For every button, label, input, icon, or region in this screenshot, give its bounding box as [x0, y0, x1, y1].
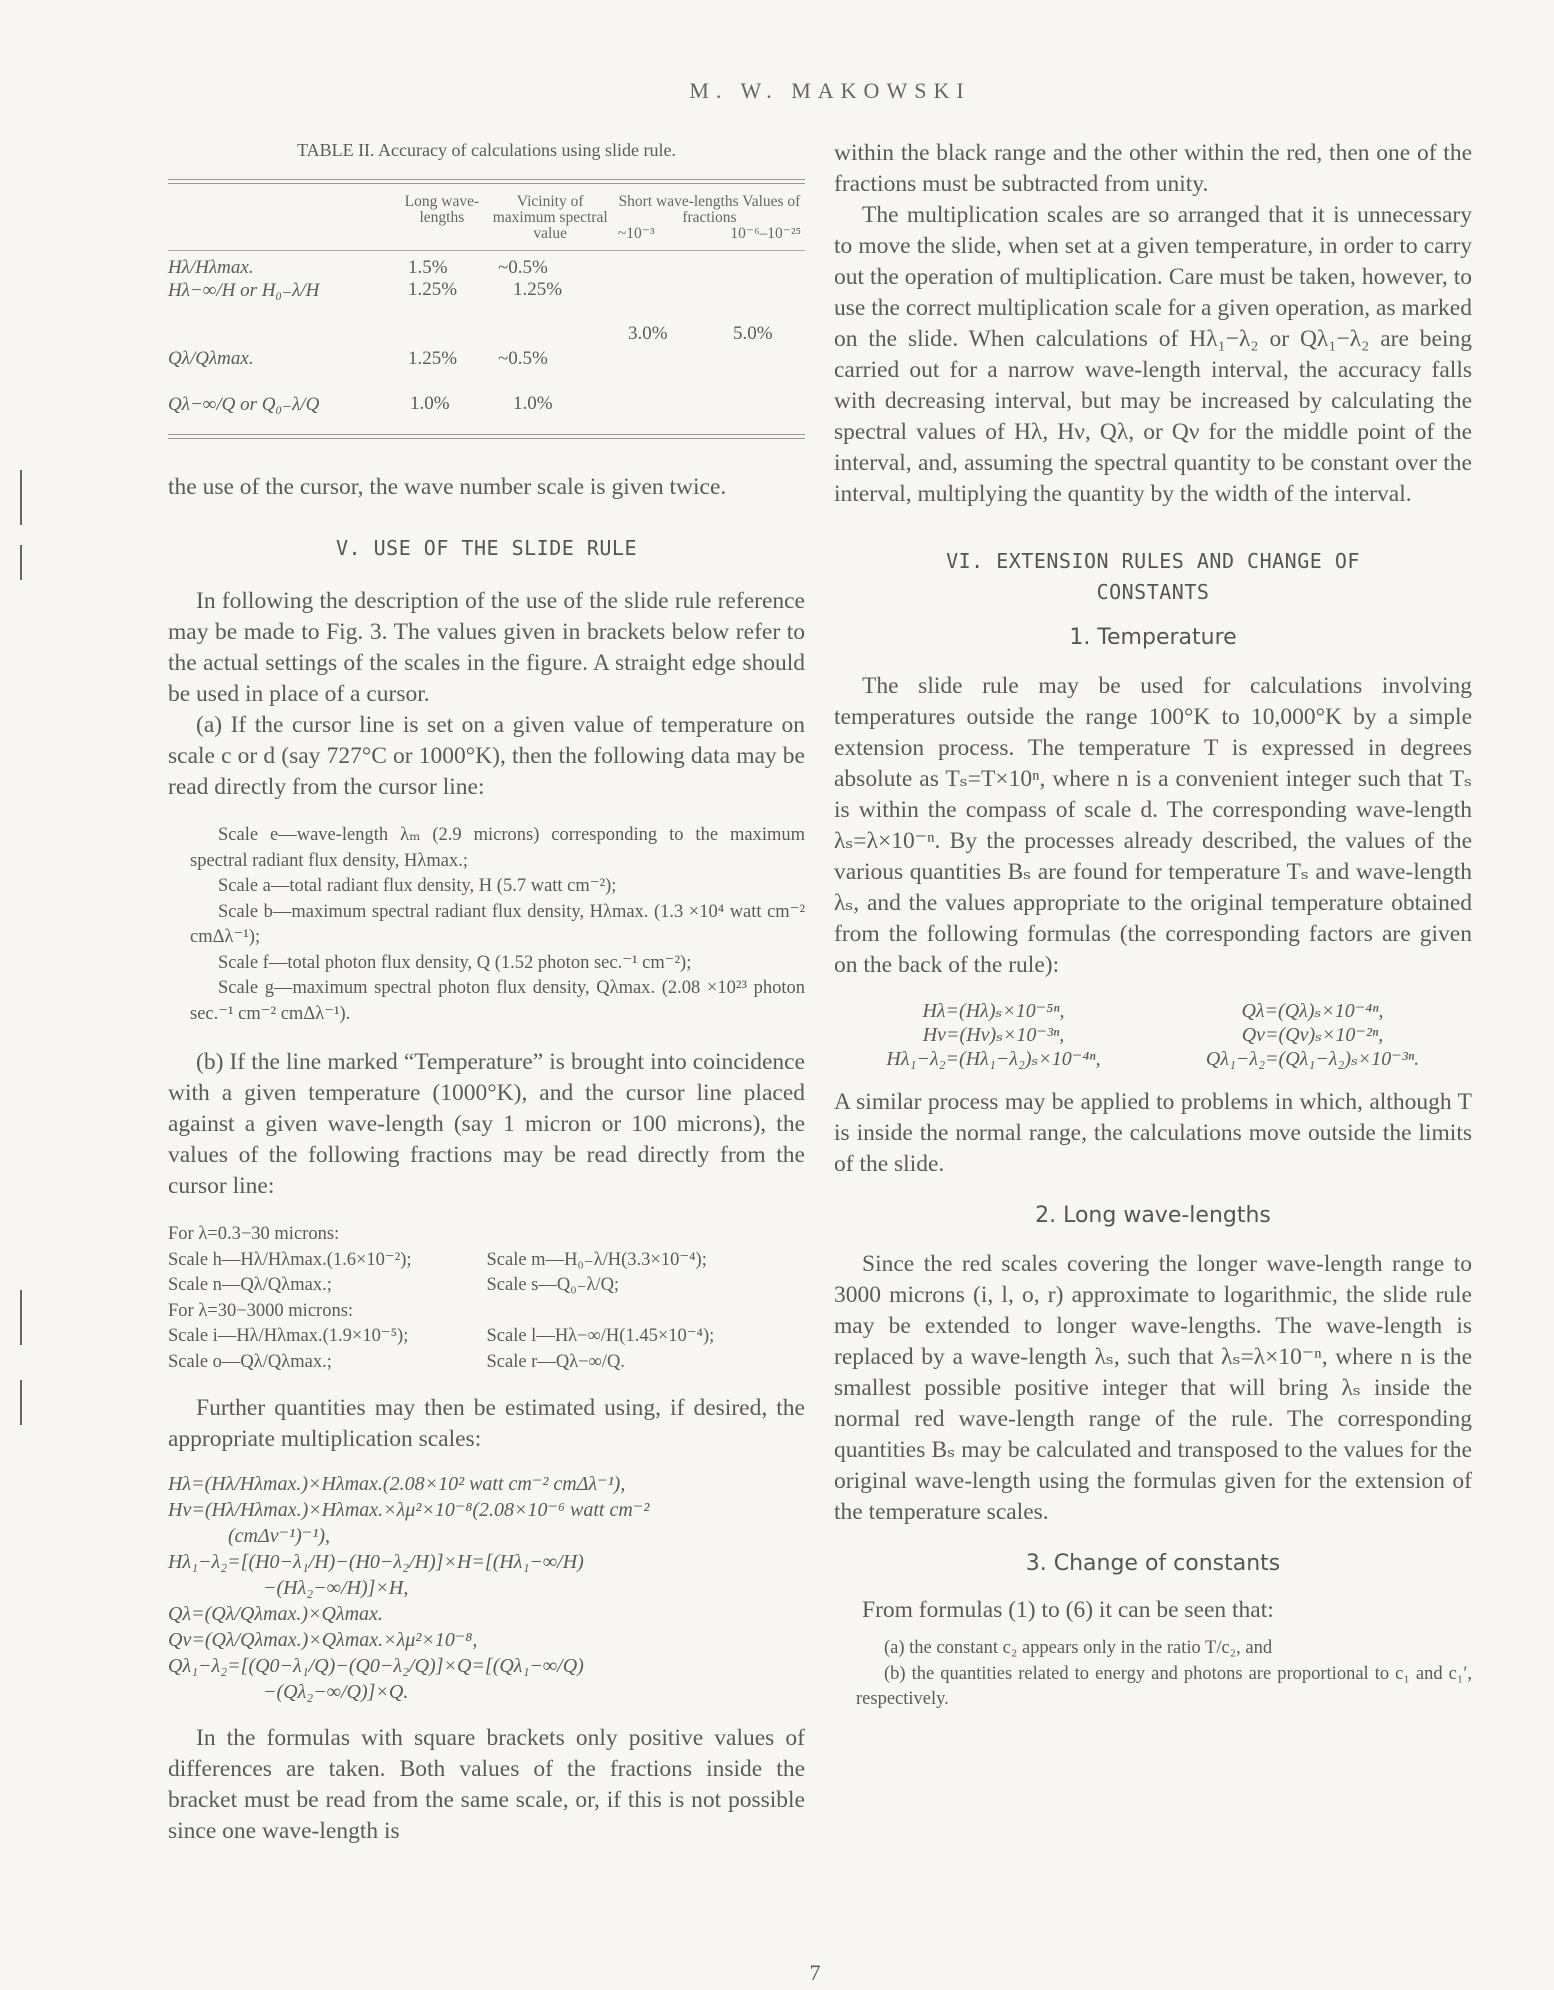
paragraph: within the black range and the other within the red, then one of the fractions must be subtracted from unity.	[834, 140, 1472, 197]
subheading-temperature: 1. Temperature	[1069, 625, 1237, 650]
constants-list	[834, 1636, 1472, 1713]
scale-item: Scale g—maximum spectral photon flux density, Qλmax. (2.08 ×10²³ photon sec.⁻¹ cm⁻² cmΔλ⁻¹).	[190, 978, 805, 1024]
left-column	[168, 472, 805, 1847]
header-short: Short wave-lengths Values of fractions	[618, 193, 801, 226]
subheading-change-of-constants: 3. Change of constants	[1025, 1551, 1281, 1576]
formula: −(Hλ₂−∞/H)]×H,	[263, 1577, 409, 1599]
cell-vicinity: ~0.5%	[498, 348, 548, 369]
page-number: 7	[809, 1960, 821, 1985]
scale-item: Scale r—Qλ−∞/Q.	[486, 1351, 625, 1372]
formula: (cmΔν⁻¹)⁻¹),	[228, 1525, 331, 1547]
margin-mark	[20, 470, 22, 525]
paragraph: Further quantities may then be estimated using, if desired, the appropriate multiplication scales:	[168, 1395, 805, 1452]
row-label: Hλ−∞/H or H₀₋λ/H	[168, 280, 320, 301]
scale-item: Scale a—total radiant flux density, H (5.7 watt cm⁻²);	[218, 876, 617, 896]
scale-item: Scale o—Qλ/Qλmax.;	[168, 1351, 332, 1372]
list-item: (a) the constant c₂ appears only in the ratio T/c₂, and	[884, 1638, 1273, 1658]
cell-long: 1.25%	[408, 348, 458, 369]
cell-vicinity: ~0.5%	[498, 257, 548, 278]
row-label: Qλ/Qλmax.	[168, 348, 254, 369]
scale-item: Scale h—Hλ/Hλmax.(1.6×10⁻²);	[168, 1249, 412, 1270]
margin-mark	[20, 545, 22, 580]
paragraph: In following the description of the use of the slide rule reference may be made to Fig. 3. The values given in brackets below refer to the actual settings of the scales in the figure. A straight edge should be used in place of a cursor.	[168, 588, 805, 707]
scale-item: Scale m—H₀₋λ/H(3.3×10⁻⁴);	[486, 1249, 707, 1270]
formula: Qλ₁−λ₂=(Qλ₁−λ₂)ₛ×10⁻³ⁿ.	[1205, 1048, 1420, 1070]
formula: Qν=(Qν)ₛ×10⁻²ⁿ,	[1241, 1024, 1384, 1046]
margin-mark	[20, 1290, 22, 1345]
subheader-2: 10⁻⁶–10⁻²⁵	[730, 225, 801, 242]
cell-vicinity: 1.0%	[513, 393, 553, 414]
paragraph: The slide rule may be used for calculations involving temperatures outside the range 100°K to 10,000°K by a simple extension process. The temperature T is expressed in degrees absolute as Tₛ=T×10ⁿ, where n is a convenient integer such that Tₛ is within the compass of scale d. The corresponding wave-length λₛ=λ×10⁻ⁿ. By the processes already described, the values of the various quantities Bₛ are found for temperature Tₛ and wave-length λₛ, and the values appropriate to the original temperature obtained from the following formulas (the corresponding factors are given on the back of the rule):	[834, 673, 1472, 978]
cell-long: 1.25%	[408, 279, 458, 300]
formula: Qλ=(Qλ)ₛ×10⁻⁴ⁿ,	[1241, 1000, 1384, 1022]
row-label: Qλ−∞/Q or Q₀₋λ/Q	[168, 394, 320, 415]
cell-short-2: 5.0%	[733, 323, 773, 344]
paragraph: (b) If the line marked “Temperature” is brought into coincidence with a given temperature (1000°K), and the cursor line placed against a given wave-length (say 1 micron or 100 microns), the values of the following fractions may be read directly from the cursor line:	[168, 1049, 805, 1199]
table-body	[168, 251, 805, 426]
header-vicinity: Vicinity of maximum spectral value	[492, 193, 608, 242]
paragraph: The multiplication scales are so arranged that it is unnecessary to move the slide, when set at a given temperature, in order to carry out the operation of multiplication. Care must be taken, however, to use the correct multiplication scale for a given operation, as marked on the slide. When calculations of Hλ₁−λ₂ or Qλ₁−λ₂ are being carried out for a narrow wave-length interval, the accuracy falls with decreasing interval, but may be increased by calculating the spectral values of Hλ, Hν, Qλ, or Qν for the middle point of the interval, and, assuming the spectral quantity to be constant over the interval, multiplying the quantity by the width of the interval.	[834, 202, 1472, 507]
paragraph: the use of the cursor, the wave number scale is given twice.	[168, 474, 727, 500]
scale-item: Scale n—Qλ/Qλmax.;	[168, 1275, 332, 1295]
scale-item: Scale e—wave-length λₘ (2.9 microns) corresponding to the maximum spectral radiant flux density, Hλmax.;	[190, 825, 805, 871]
extension-formulas	[834, 999, 1472, 1071]
scale-item: Scale f—total photon flux density, Q (1.52 photon sec.⁻¹ cm⁻²);	[218, 952, 692, 973]
cell-short-1: 3.0%	[628, 323, 668, 344]
cell-long: 1.0%	[410, 393, 450, 414]
scale-item: Scale l—Hλ−∞/H(1.45×10⁻⁴);	[486, 1326, 715, 1346]
formula: Hλ₁−λ₂=(Hλ₁−λ₂)ₛ×10⁻⁴ⁿ,	[886, 1048, 1101, 1070]
subheader-1: ~10⁻³	[617, 225, 655, 242]
formula: Hλ=(Hλ/Hλmax.)×Hλmax.(2.08×10² watt cm⁻² cmΔλ⁻¹),	[168, 1473, 626, 1495]
cell-long: 1.5%	[408, 257, 448, 278]
accuracy-table	[168, 194, 805, 242]
formula: −(Qλ₂−∞/Q)]×Q.	[263, 1681, 409, 1703]
table-bottom-rule	[168, 434, 805, 439]
range-label: For λ=30−3000 microns:	[168, 1300, 354, 1321]
paragraph: A similar process may be applied to problems in which, although T is inside the normal range, the calculations move outside the limits of the slide.	[834, 1089, 1472, 1177]
fraction-scales	[168, 1222, 805, 1375]
formula: Hν=(Hλ/Hλmax.)×Hλmax.×λμ²×10⁻⁸(2.08×10⁻⁶ watt cm⁻²	[168, 1499, 650, 1521]
paragraph: From formulas (1) to (6) it can be seen that:	[862, 1597, 1274, 1623]
table-ii	[168, 140, 805, 439]
formula: Qλ=(Qλ/Qλmax.)×Qλmax.	[168, 1603, 383, 1625]
row-label: Hλ/Hλmax.	[168, 257, 254, 278]
scale-item: Scale s—Q₀₋λ/Q;	[486, 1275, 620, 1295]
table-caption: TABLE II. Accuracy of calculations using slide rule.	[297, 140, 676, 160]
scale-item: Scale i—Hλ/Hλmax.(1.9×10⁻⁵);	[168, 1326, 409, 1346]
cell-vicinity: 1.25%	[513, 279, 563, 300]
margin-mark	[20, 1380, 22, 1425]
table-top-rule	[168, 179, 805, 184]
formula: Hλ₁−λ₂=[(H0−λ₁/H)−(H0−λ₂/H)]×H=[(Hλ₁−∞/H)	[168, 1551, 584, 1573]
running-head: M. W. MAKOWSKI	[689, 78, 971, 103]
paragraph: (a) If the cursor line is set on a given value of temperature on scale c or d (say 727°C or 1000°K), then the following data may be read directly from the cursor line:	[168, 712, 805, 800]
right-column	[834, 138, 1472, 1713]
scale-item: Scale b—maximum spectral radiant flux density, Hλmax. (1.3 ×10⁴ watt cm⁻² cmΔλ⁻¹);	[190, 901, 805, 947]
paragraph: Since the red scales covering the longer wave-length range to 3000 microns (i, l, o, r) approximate to logarithmic, the slide rule may be extended to longer wave-lengths. The wave-length is replaced by a wave-length λₛ, such that λₛ=λ×10⁻ⁿ, where n is the smallest possible positive integer that will bring λₛ inside the normal red wave-length range of the rule. The corresponding quantities Bₛ may be calculated and transposed to the values for the original wave-length using the formulas given for the extension of the temperature scales.	[834, 1251, 1472, 1525]
paragraph: In the formulas with square brackets only positive values of differences are taken. Both values of the fractions inside the bracket must be read from the same scale, or, if this is not possible since one wave-length is	[168, 1725, 805, 1844]
section-heading-v: V. USE OF THE SLIDE RULE	[336, 536, 637, 560]
table-header-row	[168, 194, 805, 242]
header-long: Long wave-lengths	[404, 193, 480, 226]
formula: Hλ=(Hλ)ₛ×10⁻⁵ⁿ,	[922, 1000, 1065, 1022]
section-heading-vi: VI. EXTENSION RULES AND CHANGE OF CONSTANTS	[946, 549, 1360, 604]
formula: Qν=(Qλ/Qλmax.)×Qλmax.×λμ²×10⁻⁸,	[168, 1629, 478, 1651]
subheading-long-wavelengths: 2. Long wave-lengths	[1035, 1203, 1271, 1228]
list-item: (b) the quantities related to energy and photons are proportional to c₁ and c₁′, respectively.	[856, 1663, 1472, 1709]
formula: Hν=(Hν)ₛ×10⁻³ⁿ,	[922, 1024, 1065, 1046]
formula: Qλ₁−λ₂=[(Q0−λ₁/Q)−(Q0−λ₂/Q)]×Q=[(Qλ₁−∞/Q)	[168, 1655, 584, 1677]
multiplication-formulas	[168, 1471, 805, 1705]
scale-list-a	[168, 823, 805, 1027]
range-label: For λ=0.3−30 microns:	[168, 1224, 340, 1244]
